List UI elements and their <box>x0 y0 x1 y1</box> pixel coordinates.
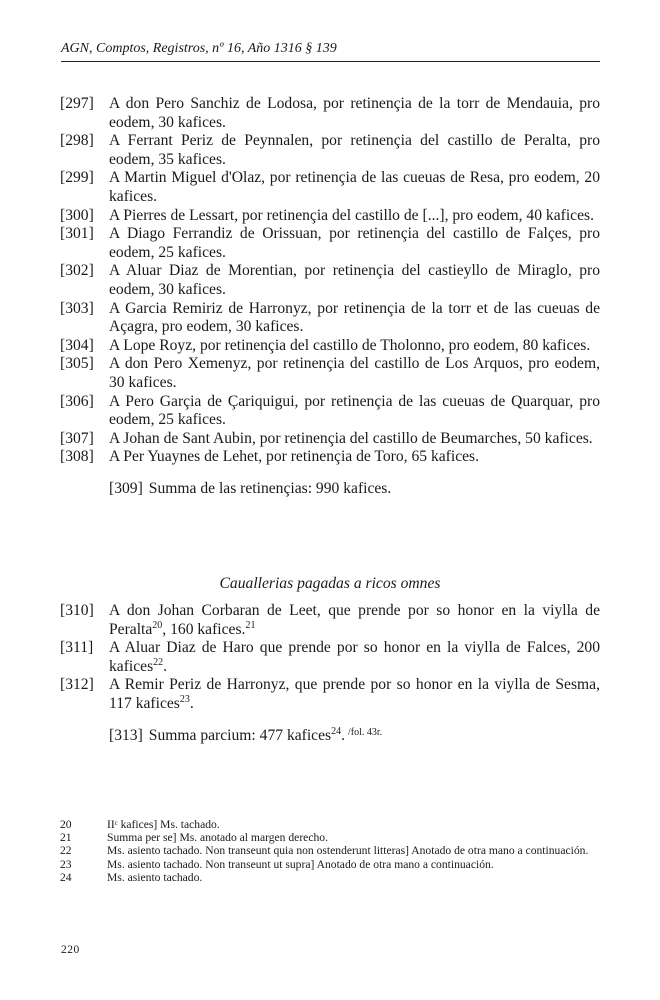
footnote-number: 24 <box>60 870 72 884</box>
entry-text: A Johan de Sant Aubin, por retinençia del castillo de Beumarches, 50 kafices. <box>109 429 593 447</box>
footnote-number: 21 <box>60 831 72 845</box>
entry-text: A Diago Ferrandiz de Orissuan, por retinençia del castillo de Falçes, pro eodem, 25 kafices. <box>109 225 600 261</box>
entry-number: [298] <box>60 132 94 150</box>
entry-number: [305] <box>60 355 94 373</box>
entry-text: A Aluar Diaz de Haro que prende por so honor en la viylla de Falces, 200 kafices <box>109 639 600 675</box>
footnote-22 <box>60 844 605 857</box>
entry-307 <box>60 430 600 449</box>
footnote-ref: 22 <box>153 656 164 668</box>
entry-text: A Garcia Remiriz de Harronyz, por retinençia de la torr et de las cueuas de Açagra, pro eodem, 30 kafices. <box>109 299 600 336</box>
entry-303 <box>60 300 600 337</box>
entry-300 <box>60 207 600 226</box>
entry-311 <box>60 639 600 676</box>
entry-text: A Lope Royz, por retinençia del castillo de Tholonno, pro eodem, 80 kafices. <box>109 336 591 354</box>
section-title: Caualleriаs pagadas a ricos omnes <box>219 575 441 592</box>
entry-number: [310] <box>60 602 94 619</box>
entry-299 <box>60 169 600 206</box>
footnotes <box>60 818 605 884</box>
entry-308 <box>60 448 600 467</box>
entry-number: [306] <box>60 392 94 410</box>
header-rule <box>61 61 600 62</box>
entry-number: [303] <box>60 299 94 317</box>
footnote-number: 23 <box>60 857 72 871</box>
entry-text: A Pierres de Lessart, por retinençia del castillo de [...], pro eodem, 40 kafices. <box>109 206 594 224</box>
entry-297 <box>60 95 600 132</box>
entry-number: [302] <box>60 262 94 280</box>
running-head: AGN, Comptos, Registros, nº 16, Año 1316 § 139 <box>61 41 337 56</box>
entry-301 <box>60 225 600 262</box>
summa-after: . <box>341 726 346 744</box>
entry-text-cont: . <box>163 657 168 675</box>
footnote-ref: 24 <box>331 725 342 737</box>
entry-number: [313] <box>109 726 143 744</box>
entry-text: A Ferrant Periz de Peynnalen, por retinençia del castillo de Peralta, pro eodem, 35 kafices. <box>109 132 600 168</box>
footnote-20 <box>60 818 605 831</box>
entry-304 <box>60 337 600 356</box>
entry-number: [297] <box>60 95 94 112</box>
footnote-text: IIᶜ kafices] Ms. tachado. <box>107 818 220 831</box>
entry-number: [304] <box>60 336 94 354</box>
entry-number: [308] <box>60 448 94 466</box>
footnote-number: 22 <box>60 844 72 858</box>
footnote-24 <box>60 871 605 884</box>
footnote-text: Ms. asiento tachado. Non transeunt ut supra] Anotado de otra mano a continuación. <box>107 857 494 871</box>
entry-text: A don Pero Sanchiz de Lodosa, por retinençia de la torr de Mendauia, pro eodem, 30 kafices. <box>109 95 600 131</box>
summa-parcium <box>60 727 600 746</box>
entry-302 <box>60 262 600 299</box>
footnote-text: Ms. asiento tachado. Non transeunt quia non ostenderunt litteras] Anotado de otra mano a continuación. <box>107 844 589 858</box>
folio-marker: /fol. 43r. <box>348 726 383 738</box>
entry-306 <box>60 393 600 430</box>
entry-text-cont: . <box>189 694 194 712</box>
entry-312 <box>60 676 600 713</box>
entry-text: A Pero Garçia de Çariquigui, por retinençia de las cueuas de Quarquar, pro eodem, 25 kafices. <box>109 392 600 429</box>
cavallerias-list <box>60 602 600 745</box>
entry-number: [312] <box>60 676 94 694</box>
entry-298 <box>60 132 600 169</box>
entry-text: A Martin Miguel d'Olaz, por retinençia de las cueuas de Resa, pro eodem, 20 kafices. <box>109 169 600 205</box>
footnote-21 <box>60 831 605 844</box>
entry-number: [299] <box>60 169 94 187</box>
footnote-text: Ms. asiento tachado. <box>107 870 203 884</box>
page-number: 220 <box>61 944 80 956</box>
entry-text: A Per Yuaynes de Lehet, por retinençia de Toro, 65 kafices. <box>109 448 479 466</box>
entry-text: A don Johan Corbaran de Leet, que prende por so honor en la viylla de Peralta <box>109 602 600 638</box>
entry-number: [300] <box>60 206 94 224</box>
footnote-text: Summa per se] Ms. anotado al margen derecho. <box>107 831 328 845</box>
footnote-23 <box>60 858 605 871</box>
entry-text: A Remir Periz de Harronyz, que prende por so honor en la viylla de Sesma, 117 kafices <box>109 676 600 712</box>
summa-retinencias <box>60 480 600 499</box>
entry-number: [311] <box>60 639 94 657</box>
entries-list <box>60 95 600 498</box>
entry-text: A Aluar Diaz de Morentian, por retinençia del castieyllo de Miraglo, pro eodem, 30 kafices. <box>109 262 600 298</box>
entry-number: [307] <box>60 429 94 447</box>
summa-text: Summa de las retinençias: 990 kafices. <box>148 479 392 497</box>
entry-305 <box>60 355 600 392</box>
footnote-ref: 21 <box>245 619 256 631</box>
entry-text-cont: , 160 kafices. <box>162 620 246 638</box>
entry-310 <box>60 602 600 639</box>
footnote-ref: 20 <box>152 619 163 631</box>
entry-number: [301] <box>60 225 94 243</box>
entry-text: A don Pero Xemenyz, por retinençia del castillo de Los Arquos, pro eodem, 30 kafices. <box>109 355 600 391</box>
footnote-number: 20 <box>60 818 72 831</box>
footnote-ref: 23 <box>179 693 190 705</box>
entry-number: [309] <box>109 479 143 497</box>
summa-text: Summa parcium: 477 kafices <box>148 726 332 744</box>
